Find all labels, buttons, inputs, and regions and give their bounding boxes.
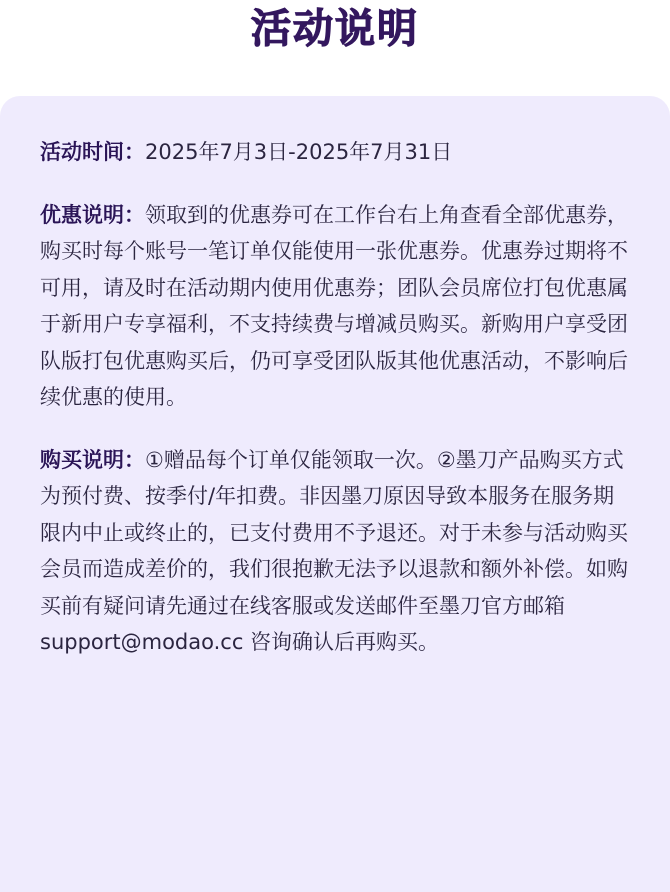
activity-time-label: 活动时间：: [40, 140, 145, 164]
purchase-info-section: [40, 442, 630, 661]
purchase-info-label: 购买说明：: [40, 447, 145, 472]
discount-info-section: [40, 197, 630, 416]
page-title: 活动说明: [251, 6, 419, 52]
activity-time-text: 2025年7月3日-2025年7月31日: [145, 140, 453, 164]
rules-card: [0, 96, 670, 892]
discount-info-text: 领取到的优惠券可在工作台右上角查看全部优惠券，购买时每个账号一笔订单仅能使用一张优惠券。优惠券过期将不可用，请及时在活动期内使用优惠券；团队会员席位打包优惠属于新用户专享福利，不支持续费与增减员购买。新购用户享受团队版打包优惠购买后，仍可享受团队版其他优惠活动，不影响后续优惠的使用。: [40, 202, 628, 409]
purchase-info-text: ①赠品每个订单仅能领取一次。②墨刀产品购买方式为预付费、按季付/年扣费。非因墨刀原因导致本服务在服务期限内中止或终止的，已支付费用不予退还。对于未参与活动购买会员而造成差价的，我们很抱歉无法予以退款和额外补偿。如购买前有疑问请先通过在线客服或发送邮件至墨刀官方邮箱support@modao.cc 咨询确认后再购买。: [40, 447, 628, 654]
discount-info-label: 优惠说明：: [40, 202, 145, 227]
activity-time-section: [40, 134, 630, 171]
